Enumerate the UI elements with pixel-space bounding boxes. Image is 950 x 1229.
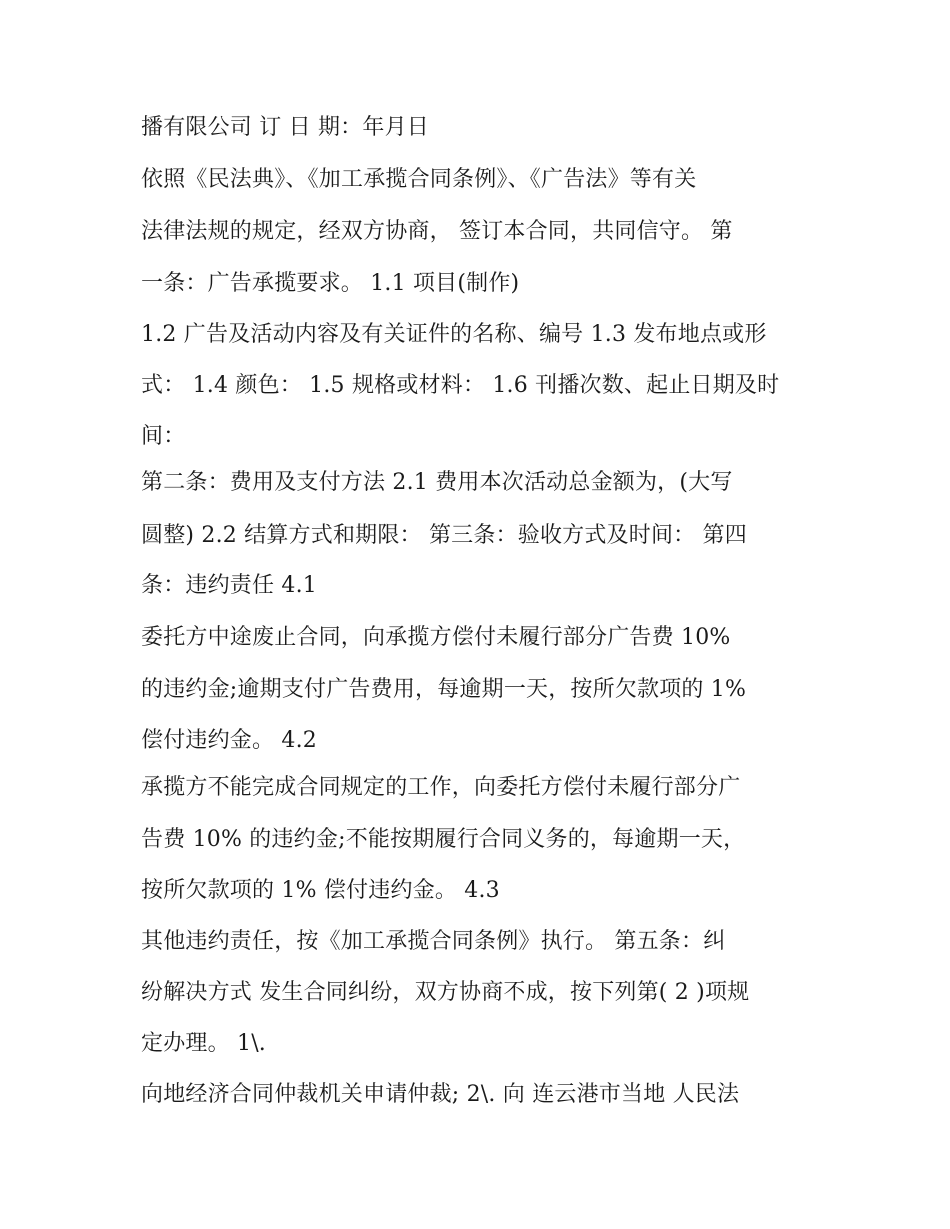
- text-line: 其他违约责任，按《加工承揽合同条例》执行。 第五条：纠: [141, 929, 726, 954]
- text-line: 间：: [141, 424, 186, 449]
- text-line: 条：违约责任 4.1: [141, 573, 317, 598]
- text-line: 式： 1.4 颜色： 1.5 规格或材料： 1.6 刊播次数、起止日期及时: [141, 373, 780, 398]
- text-line: 圆整) 2.2 结算方式和期限： 第三条：验收方式及时间： 第四: [141, 523, 747, 548]
- text-line: 委托方中途废止合同，向承揽方偿付未履行部分广告费 10%: [141, 625, 731, 650]
- text-line: 法律法规的规定，经双方协商， 签订本合同，共同信守。 第: [141, 219, 733, 244]
- text-line: 的违约金;逾期支付广告费用，每逾期一天，按所欠款项的 1%: [141, 677, 747, 702]
- text-line: 依照《民法典》、《加工承揽合同条例》、《广告法》等有关: [141, 167, 697, 192]
- text-line: 承揽方不能完成合同规定的工作，向委托方偿付未履行部分广: [141, 775, 741, 800]
- text-line: 播有限公司 订 日 期：年月日: [141, 115, 429, 140]
- text-line: 告费 10% 的违约金;不能按期履行合同义务的，每逾期一天，: [141, 827, 746, 852]
- text-line: 按所欠款项的 1% 偿付违约金。 4.3: [141, 878, 500, 903]
- text-line: 定办理。 1\.: [141, 1031, 266, 1056]
- text-line: 偿付违约金。 4.2: [141, 728, 317, 753]
- text-line: 一条：广告承揽要求。 1.1 项目(制作): [141, 271, 520, 296]
- text-line: 向地经济合同仲裁机关申请仲裁; 2\. 向 连云港市当地 人民法: [141, 1082, 740, 1107]
- text-line: 纷解决方式 发生合同纠纷，双方协商不成，按下列第( 2 )项规: [141, 980, 750, 1005]
- text-line: 第二条：费用及支付方法 2.1 费用本次活动总金额为，(大写: [141, 470, 733, 495]
- text-line: 1.2 广告及活动内容及有关证件的名称、编号 1.3 发布地点或形: [141, 322, 767, 347]
